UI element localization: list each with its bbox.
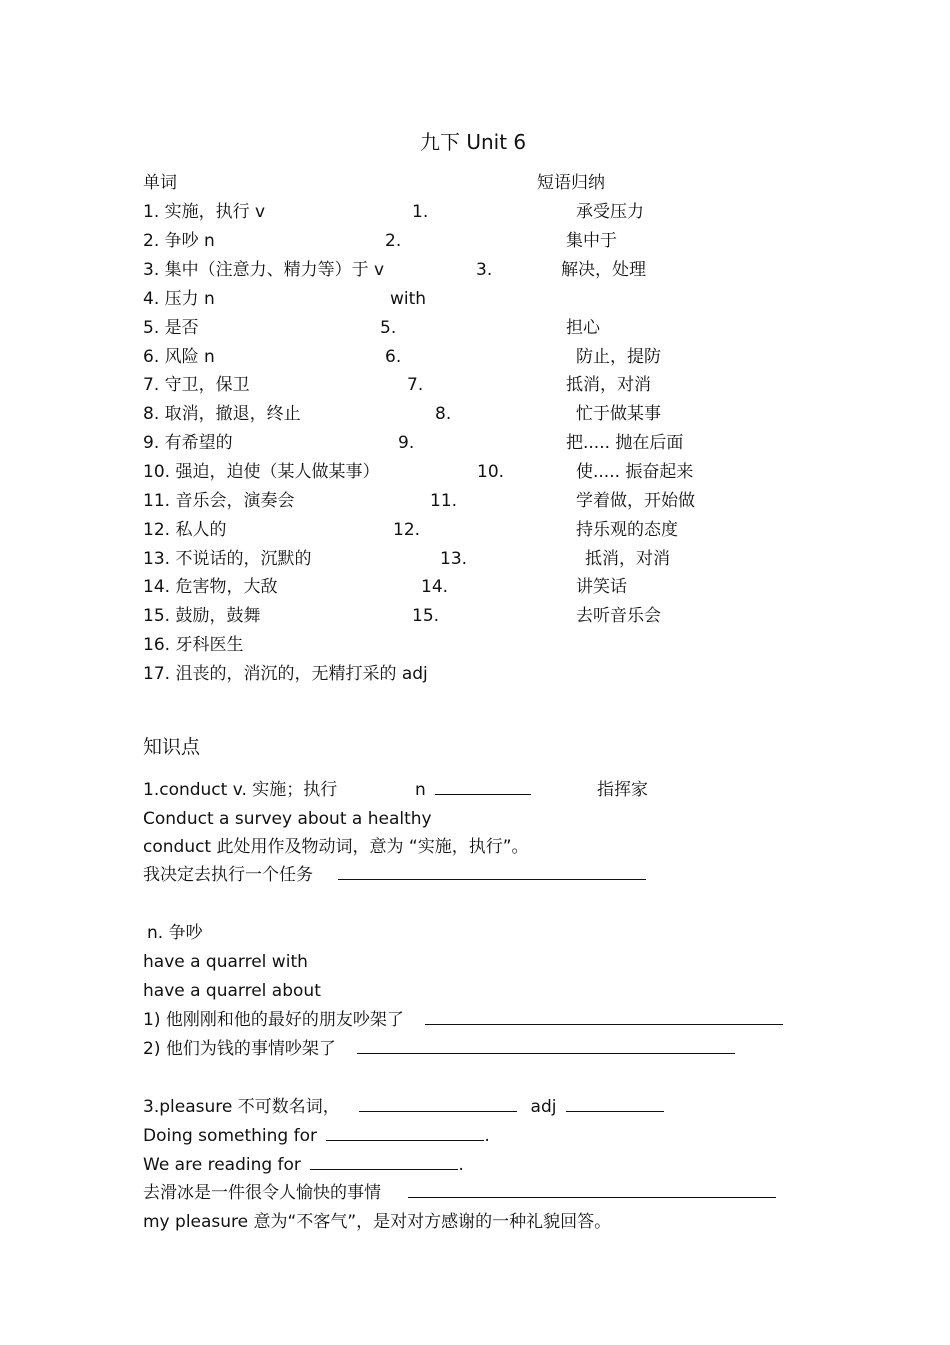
k3-period-1: . bbox=[484, 1126, 490, 1146]
phrase-number: 7. bbox=[407, 375, 424, 395]
knowledge-heading: 知识点 bbox=[143, 736, 201, 758]
k1-line3: conduct 此处用作及物动词，意为 “实施，执行”。 bbox=[143, 837, 529, 857]
phrase-meaning: 学着做，开始做 bbox=[576, 491, 695, 511]
k1-noun-label: n bbox=[415, 780, 426, 800]
phrase-number: 1. bbox=[412, 202, 429, 222]
phrase-meaning: 把..... 抛在后面 bbox=[566, 433, 684, 453]
k3-period-2: . bbox=[458, 1155, 464, 1175]
vocab-item: 16. 牙科医生 bbox=[143, 635, 244, 655]
k3-term: 3.pleasure 不可数名词， bbox=[143, 1097, 340, 1117]
phrase-number: 3. bbox=[476, 260, 493, 280]
k3-line3 bbox=[143, 1155, 464, 1175]
k1-answer-blank[interactable] bbox=[338, 865, 646, 880]
k3-noun-blank[interactable] bbox=[359, 1097, 517, 1112]
phrase-number: with bbox=[390, 289, 427, 309]
vocab-item: 15. 鼓励，鼓舞 bbox=[143, 606, 261, 626]
k1-line4 bbox=[143, 865, 646, 885]
k1-sentence: 我决定去执行一个任务 bbox=[143, 865, 313, 885]
phrase-number: 13. bbox=[440, 549, 468, 569]
k3-phrase-1: Doing something for bbox=[143, 1126, 317, 1146]
phrase-number: 6. bbox=[385, 347, 402, 367]
k2-answer-blank-1[interactable] bbox=[425, 1010, 783, 1025]
phrase-meaning: 讲笑话 bbox=[576, 577, 627, 597]
phrase-meaning: 集中于 bbox=[566, 231, 617, 251]
phrase-header: 短语归纳 bbox=[537, 173, 605, 193]
vocab-item: 5. 是否 bbox=[143, 318, 199, 338]
phrase-meaning: 去听音乐会 bbox=[576, 606, 661, 626]
k3-line2 bbox=[143, 1126, 490, 1146]
vocab-item: 2. 争吵 n bbox=[143, 231, 215, 251]
k3-sentence: 去滑冰是一件很令人愉快的事情 bbox=[143, 1183, 381, 1203]
k3-blank-1[interactable] bbox=[326, 1126, 484, 1141]
vocab-item: 1. 实施，执行 v bbox=[143, 202, 266, 222]
phrase-number: 11. bbox=[430, 491, 458, 511]
k1-noun-blank[interactable] bbox=[435, 780, 531, 795]
vocab-item: 12. 私人的 bbox=[143, 520, 227, 540]
phrase-number: 12. bbox=[393, 520, 421, 540]
vocab-item: 14. 危害物，大敌 bbox=[143, 577, 278, 597]
phrase-meaning: 防止，提防 bbox=[576, 347, 661, 367]
k2-line1: n. 争吵 bbox=[147, 923, 203, 943]
phrase-meaning: 担心 bbox=[566, 318, 600, 338]
phrase-meaning: 解决，处理 bbox=[561, 260, 646, 280]
vocab-item: 3. 集中（注意力、精力等）于 v bbox=[143, 260, 385, 280]
phrase-number: 14. bbox=[421, 577, 449, 597]
phrase-meaning: 抵消，对消 bbox=[585, 549, 670, 569]
k3-line4 bbox=[143, 1183, 776, 1203]
k3-adj-blank[interactable] bbox=[566, 1097, 664, 1112]
vocab-header: 单词 bbox=[143, 173, 177, 193]
phrase-number: 9. bbox=[398, 433, 415, 453]
k1-term: 1.conduct v. 实施；执行 bbox=[143, 780, 338, 800]
k2-line5 bbox=[143, 1039, 735, 1059]
vocab-item: 6. 风险 n bbox=[143, 347, 215, 367]
phrase-number: 10. bbox=[477, 462, 505, 482]
k2-sentence-2: 2) 他们为钱的事情吵架了 bbox=[143, 1039, 336, 1059]
vocab-item: 13. 不说话的，沉默的 bbox=[143, 549, 312, 569]
k1-noun bbox=[415, 780, 531, 800]
vocab-item: 17. 沮丧的，消沉的，无精打采的 adj bbox=[143, 664, 428, 684]
phrase-number: 2. bbox=[385, 231, 402, 251]
vocab-item: 11. 音乐会，演奏会 bbox=[143, 491, 295, 511]
k3-line5: my pleasure 意为“不客气”，是对对方感谢的一种礼貌回答。 bbox=[143, 1212, 612, 1232]
k3-blank-2[interactable] bbox=[310, 1155, 458, 1170]
phrase-meaning: 持乐观的态度 bbox=[576, 520, 678, 540]
phrase-number: 15. bbox=[412, 606, 440, 626]
k3-answer-blank[interactable] bbox=[408, 1183, 776, 1198]
phrase-meaning: 承受压力 bbox=[576, 202, 644, 222]
k2-sentence-1: 1) 他刚刚和他的最好的朋友吵架了 bbox=[143, 1010, 404, 1030]
k2-line3: have a quarrel about bbox=[143, 981, 321, 1001]
phrase-meaning: 忙于做某事 bbox=[576, 404, 661, 424]
k1-line2: Conduct a survey about a healthy bbox=[143, 809, 432, 829]
k2-line4 bbox=[143, 1010, 783, 1030]
k3-phrase-2: We are reading for bbox=[143, 1155, 301, 1175]
k2-line2: have a quarrel with bbox=[143, 952, 308, 972]
page-title: 九下 Unit 6 bbox=[420, 130, 527, 154]
vocab-item: 8. 取消，撤退，终止 bbox=[143, 404, 301, 424]
k1-line1 bbox=[143, 780, 337, 800]
vocab-item: 9. 有希望的 bbox=[143, 433, 233, 453]
vocab-item: 10. 强迫，迫使（某人做某事） bbox=[143, 462, 380, 482]
phrase-number: 5. bbox=[380, 318, 397, 338]
vocab-item: 4. 压力 n bbox=[143, 289, 215, 309]
k1-noun-meaning: 指挥家 bbox=[597, 780, 648, 800]
phrase-meaning: 抵消，对消 bbox=[566, 375, 651, 395]
k2-answer-blank-2[interactable] bbox=[357, 1039, 735, 1054]
phrase-number: 8. bbox=[435, 404, 452, 424]
k3-line1 bbox=[143, 1097, 664, 1117]
phrase-meaning: 使..... 振奋起来 bbox=[576, 462, 694, 482]
vocab-item: 7. 守卫，保卫 bbox=[143, 375, 250, 395]
k3-adj-label: adj bbox=[530, 1097, 557, 1117]
